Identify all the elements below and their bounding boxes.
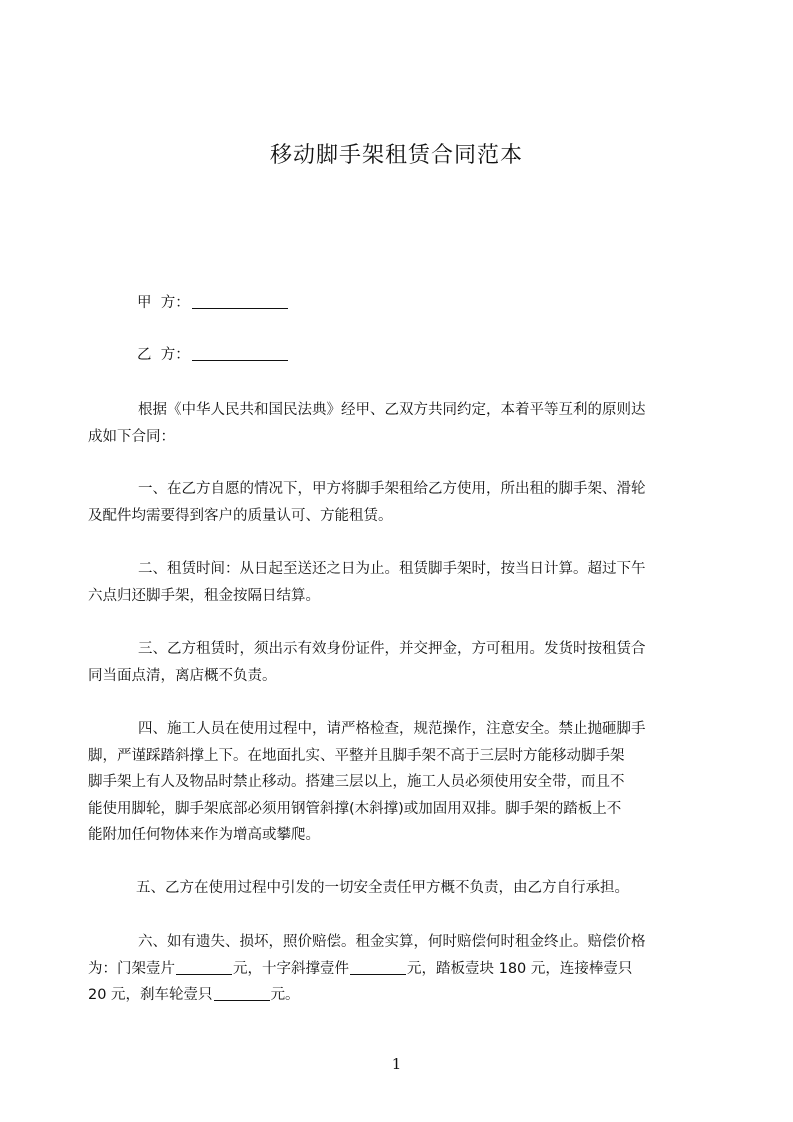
brake-wheel-price-blank [214,986,270,1001]
clause-3 [88,636,712,689]
party-b-blank [192,346,288,361]
clause-6-line-2-part-b: 元，十字斜撑壹件 [233,960,349,977]
party-a-line [137,292,288,314]
intro-line-2: 成如下合同： [88,428,175,445]
clause-6-line-2 [88,956,712,983]
clause-4-line-4: 能使用脚轮，脚手架底部必须用钢管斜撑(木斜撑)或加固用双排。脚手架的踏板上不 [88,800,622,817]
clause-5-line-1: 五、乙方在使用过程中引发的一切安全责任甲方概不负责，由乙方自行承担。 [136,880,629,896]
document-title: 移动脚手架租赁合同范本 [269,143,523,168]
clause-6-line-3 [88,982,712,1009]
clause-6-line-2-part-a: 为：门架壹片 [88,960,175,977]
clause-6 [88,929,712,1009]
party-b-label: 乙 方： [137,347,190,363]
clause-4-line-2: 脚，严谨踩踏斜撑上下。在地面扎实、平整并且脚手架不高于三层时方能移动脚手架 [88,747,625,764]
clause-1-line-1: 一、在乙方自愿的情况下，甲方将脚手架租给乙方使用，所出租的脚手架、滑轮 [138,481,646,497]
clause-4-line-1: 四、施工人员在使用过程中，请严格检查，规范操作，注意安全。禁止抛砸脚手 [138,721,646,737]
clause-6-line-3-part-b: 元。 [270,987,300,1003]
party-a-blank [192,294,288,309]
clause-5 [88,875,712,902]
intro-paragraph [88,397,712,450]
cross-brace-price-blank [350,960,406,975]
page-number: 1 [391,1055,402,1073]
clause-6-line-2-part-c: 元，踏板壹块 180 元，连接棒壹只 [407,960,633,977]
door-frame-price-blank [176,960,232,975]
clause-3-line-1: 三、乙方租赁时，须出示有效身份证件，并交押金，方可租用。发货时按租赁合 [138,641,646,657]
clause-1 [88,476,712,529]
intro-line-1: 根据《中华人民共和国民法典》经甲、乙双方共同约定，本着平等互利的原则达 [138,402,646,418]
clause-4-line-3: 脚手架上有人及物品时禁止移动。搭建三层以上，施工人员必须使用安全带，而且不 [88,774,625,790]
clause-2-line-2: 六点归还脚手架，租金按隔日结算。 [88,587,320,604]
clause-4-line-5: 能附加任何物体来作为增高或攀爬。 [88,827,320,843]
clause-3-line-2: 同当面点清，离店概不负责。 [88,667,277,684]
clause-6-line-1: 六、如有遗失、损坏，照价赔偿。租金实算，何时赔偿何时租金终止。赔偿价格 [138,934,646,950]
clause-1-line-2: 及配件均需要得到客户的质量认可、方能租赁。 [88,507,393,524]
clause-6-line-3-part-a: 20 元，刹车轮壹只 [88,987,213,1003]
clause-2-line-1: 二、租赁时间：从日起至送还之日为止。租赁脚手架时，按当日计算。超过下午 [138,561,646,577]
party-a-label: 甲 方： [137,295,190,311]
party-b-line [137,344,288,366]
clause-4 [88,716,712,849]
clause-2 [88,556,712,609]
